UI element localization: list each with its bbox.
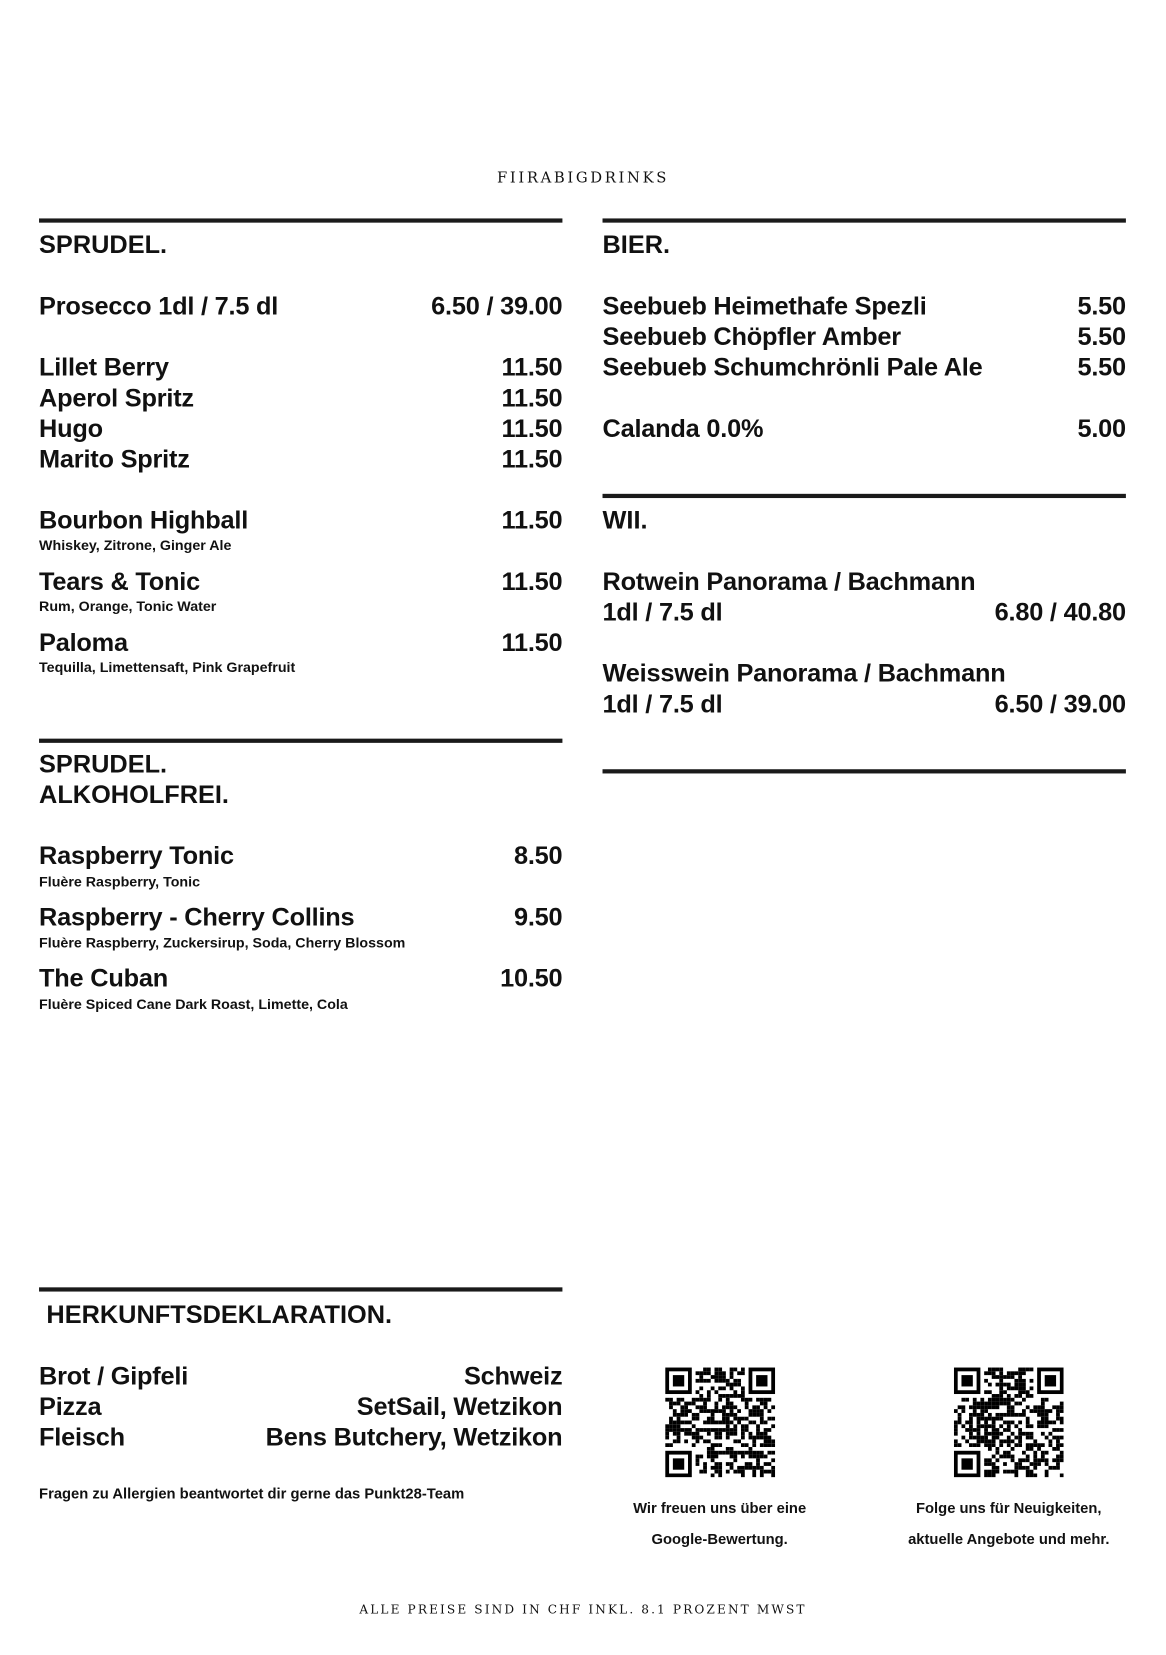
- menu-item-price-row: [603, 689, 1126, 721]
- origin-source: SetSail, Wetzikon: [356, 1392, 563, 1422]
- menu-item: [603, 322, 1126, 354]
- item-description: Fluère Spiced Cane Dark Roast, Limette, Cola: [39, 996, 348, 1012]
- qr-caption-line: Folge uns für Neuigkeiten,: [916, 1499, 1102, 1517]
- item-description: Tequilla, Limettensaft, Pink Grapefruit: [39, 659, 296, 676]
- item-price: 11.50: [501, 414, 563, 444]
- price-footer-note: ALLE PREISE SIND IN CHF INKL. 8.1 PROZENT MWST: [359, 1601, 807, 1617]
- item-size: 1dl / 7.5 dl: [602, 598, 723, 627]
- item-price: 5.00: [1077, 414, 1126, 444]
- item-description: Fluère Raspberry, Tonic: [39, 873, 201, 890]
- menu-item-price-row: [603, 597, 1126, 629]
- section-heading-wii: WII.: [602, 506, 648, 535]
- menu-item: [39, 352, 562, 384]
- section-subheading-alkoholfrei: ALKOHOLFREI.: [39, 780, 229, 810]
- menu-item: [603, 414, 1126, 446]
- menu-item: [39, 841, 562, 873]
- menu-item: [39, 963, 562, 995]
- divider: [603, 218, 1126, 222]
- qr-caption-line: aktuelle Angebote und mehr.: [908, 1530, 1110, 1547]
- item-price: 5.50: [1077, 322, 1126, 352]
- item-name: Tears & Tonic: [39, 567, 201, 597]
- item-name: Bourbon Highball: [39, 506, 249, 535]
- section-heading-bier: BIER.: [602, 231, 671, 260]
- origin-source: Schweiz: [463, 1362, 563, 1391]
- page-title: FIIRABIGDRINKS: [496, 169, 670, 187]
- item-price: 8.50: [513, 842, 563, 871]
- item-price: 11.50: [501, 445, 563, 474]
- item-price: 5.50: [1077, 353, 1126, 382]
- menu-item: [39, 291, 562, 323]
- menu-item: [39, 414, 562, 446]
- item-name: Seebueb Chöpfler Amber: [602, 322, 901, 352]
- section-heading-sprudel: SPRUDEL.: [39, 231, 168, 260]
- menu-item-name: [603, 658, 1126, 690]
- divider: [39, 1287, 562, 1291]
- item-name: Marito Spritz: [39, 445, 190, 474]
- divider: [39, 739, 562, 743]
- google-review-qr-code[interactable]: [665, 1368, 776, 1478]
- item-price: 11.50: [501, 353, 563, 382]
- item-name: Aperol Spritz: [39, 384, 194, 413]
- origin-item: Brot / Gipfeli: [39, 1362, 189, 1391]
- item-name: Raspberry Tonic: [39, 842, 234, 871]
- item-name: Rotwein Panorama / Bachmann: [602, 567, 976, 597]
- item-price: 5.50: [1077, 292, 1126, 321]
- item-name: Weisswein Panorama / Bachmann: [602, 659, 1006, 688]
- item-price: 11.50: [501, 567, 563, 597]
- menu-item: [39, 383, 562, 415]
- origin-row: [39, 1392, 562, 1424]
- origin-row: [39, 1361, 562, 1393]
- divider: [603, 769, 1126, 773]
- item-price: 11.50: [501, 384, 563, 413]
- menu-item: [39, 628, 562, 660]
- menu-item: [39, 902, 562, 934]
- item-price: 6.80 / 40.80: [994, 598, 1126, 627]
- origin-row: [39, 1422, 562, 1454]
- item-name: Seebueb Schumchrönli Pale Ale: [602, 353, 983, 382]
- menu-item: [39, 567, 562, 599]
- item-description: Rum, Orange, Tonic Water: [39, 598, 217, 615]
- item-name: Hugo: [39, 414, 103, 444]
- item-name: Raspberry - Cherry Collins: [39, 903, 355, 932]
- origin-source: Bens Butchery, Wetzikon: [265, 1423, 563, 1452]
- item-price: 10.50: [500, 964, 563, 993]
- allergy-note: Fragen zu Allergien beantwortet dir gerne das Punkt28-Team: [39, 1484, 465, 1502]
- divider: [603, 494, 1126, 498]
- item-name: Lillet Berry: [39, 353, 169, 382]
- origin-item: Fleisch: [39, 1423, 125, 1452]
- section-heading-sprudel-alkoholfrei: SPRUDEL.: [39, 750, 168, 779]
- divider: [39, 218, 562, 222]
- menu-item-name: [603, 567, 1126, 599]
- section-heading-herkunft: HERKUNFTSDEKLARATION.: [46, 1301, 393, 1330]
- item-name: Paloma: [39, 628, 128, 658]
- qr-caption-social: [893, 1493, 1125, 1554]
- item-name: The Cuban: [39, 964, 168, 993]
- menu-item: [603, 291, 1126, 323]
- item-price: 6.50 / 39.00: [431, 292, 563, 321]
- menu-item: [603, 352, 1126, 384]
- qr-caption-line: Wir freuen uns über eine: [633, 1499, 807, 1517]
- item-name: Prosecco 1dl / 7.5 dl: [39, 292, 279, 321]
- item-name: Seebueb Heimethafe Spezli: [602, 292, 927, 321]
- item-price: 6.50 / 39.00: [994, 690, 1126, 719]
- qr-caption-google: [604, 1493, 836, 1554]
- item-name: Calanda 0.0%: [602, 414, 764, 444]
- item-description: Whiskey, Zitrone, Ginger Ale: [39, 537, 232, 553]
- item-size: 1dl / 7.5 dl: [602, 690, 723, 719]
- item-price: 9.50: [513, 903, 563, 932]
- social-follow-qr-code[interactable]: [954, 1368, 1064, 1478]
- item-price: 11.50: [501, 628, 563, 658]
- item-description: Fluère Raspberry, Zuckersirup, Soda, Cherry Blossom: [39, 934, 406, 951]
- qr-caption-line: Google-Bewertung.: [651, 1530, 788, 1547]
- item-price: 11.50: [501, 506, 563, 535]
- menu-item: [39, 505, 562, 537]
- origin-item: Pizza: [39, 1392, 102, 1422]
- menu-item: [39, 444, 562, 476]
